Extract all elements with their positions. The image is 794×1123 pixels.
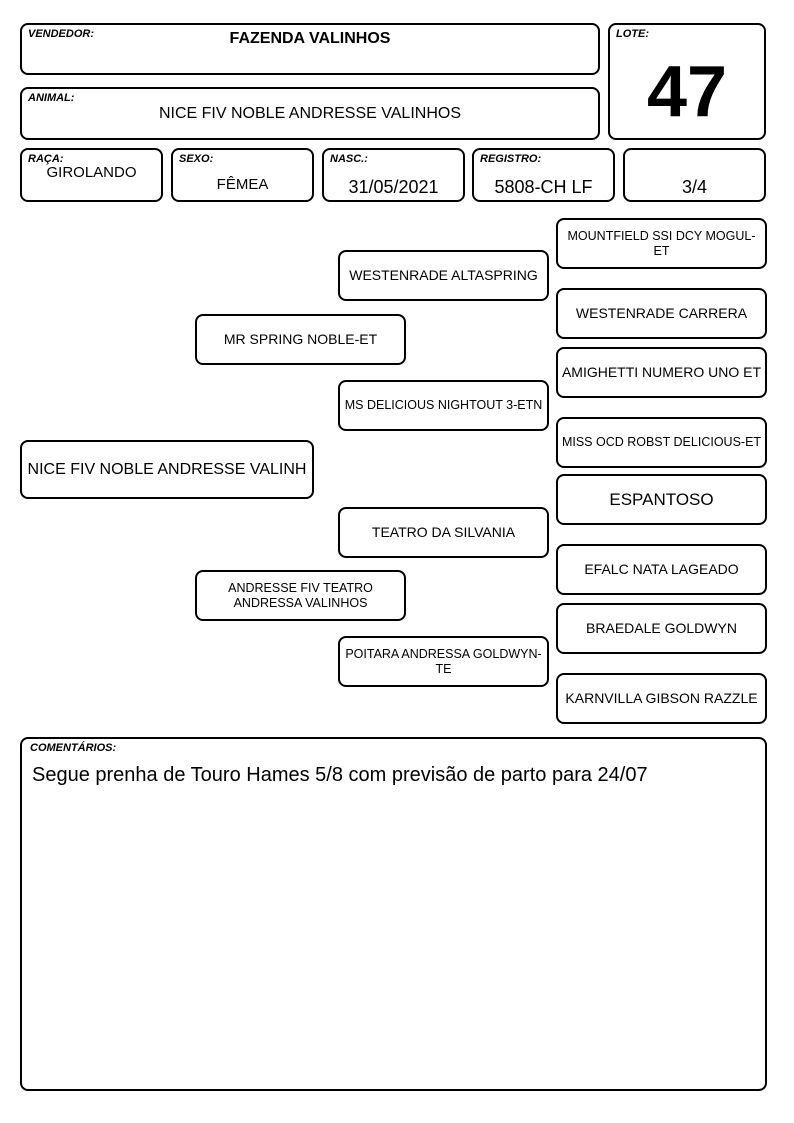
pedigree-ggp-7-name: BRAEDALE GOLDWYN <box>586 620 737 636</box>
nasc-value: 31/05/2021 <box>348 177 439 197</box>
raca-label: RAÇA: <box>28 153 64 165</box>
pedigree-animal <box>20 440 314 499</box>
registro-value: 5808-CH LF <box>494 177 593 197</box>
pedigree-sire-dam-name: MS DELICIOUS NIGHTOUT 3-ETN <box>344 398 543 412</box>
pedigree-ggp-2 <box>556 288 767 339</box>
pedigree-ggp-5-name: ESPANTOSO <box>609 490 714 509</box>
pedigree-dam-name: ANDRESSE FIV TEATRO ANDRESSA VALINHOS <box>228 580 373 610</box>
animal-value: NICE FIV NOBLE ANDRESSE VALINHOS <box>158 105 461 122</box>
pedigree-ggp-6 <box>556 544 767 595</box>
pedigree-ggp-5 <box>556 474 767 525</box>
pedigree-ggp-1 <box>556 218 767 269</box>
pedigree-sire-sire-name: WESTENRADE ALTASPRING <box>349 267 538 283</box>
pedigree-ggp-3-name: AMIGHETTI NUMERO UNO ET <box>561 364 762 380</box>
pedigree-ggp-6-name: EFALC NATA LAGEADO <box>584 561 739 577</box>
pedigree-dam-dam <box>338 636 549 687</box>
pedigree-dam <box>195 570 406 621</box>
vendedor-value: FAZENDA VALINHOS <box>229 30 391 47</box>
raca-value: GIROLANDO <box>46 164 137 181</box>
vendedor-box <box>20 23 600 75</box>
comments-label: COMENTÁRIOS: <box>30 742 117 754</box>
pedigree-ggp-7 <box>556 603 767 654</box>
pedigree-ggp-8-name: KARNVILLA GIBSON RAZZLE <box>565 690 758 706</box>
animal-box <box>20 87 600 140</box>
pedigree-sire-name: MR SPRING NOBLE-ET <box>223 331 378 347</box>
pedigree-sire-sire <box>338 250 549 301</box>
comments-box <box>20 737 767 1091</box>
pedigree-dam-sire-name: TEATRO DA SILVANIA <box>371 524 516 540</box>
pedigree-dam-dam-name: POITARA ANDRESSA GOLDWYN-TE <box>345 646 542 676</box>
lote-label: LOTE: <box>616 28 649 40</box>
animal-label: ANIMAL: <box>28 92 75 104</box>
sexo-label: SEXO: <box>179 153 214 165</box>
sexo-value: FÊMEA <box>216 176 269 193</box>
pedigree-ggp-4 <box>556 417 767 468</box>
pedigree-animal-name: NICE FIV NOBLE ANDRESSE VALINH <box>27 461 307 478</box>
nasc-box <box>322 148 465 202</box>
comments-text: Segue prenha de Touro Hames 5/8 com previsão de parto para 24/07 <box>32 764 648 786</box>
sexo-box <box>171 148 314 202</box>
pedigree-ggp-1-name: MOUNTFIELD SSI DCY MOGUL-ET <box>567 228 756 258</box>
lote-number: 47 <box>646 52 728 132</box>
pedigree-ggp-8 <box>556 673 767 724</box>
vendedor-label: VENDEDOR: <box>28 28 95 40</box>
grau-sangue-value: 3/4 <box>681 177 708 197</box>
grau-sangue-box <box>623 148 766 202</box>
registro-label: REGISTRO: <box>480 153 542 165</box>
pedigree-ggp-2-name: WESTENRADE CARRERA <box>575 305 748 321</box>
pedigree-sire-dam <box>338 380 549 431</box>
registro-box <box>472 148 615 202</box>
pedigree-ggp-4-name: MISS OCD ROBST DELICIOUS-ET <box>561 435 762 449</box>
pedigree-ggp-3 <box>556 347 767 398</box>
pedigree-dam-sire <box>338 507 549 558</box>
raca-box <box>20 148 163 202</box>
nasc-label: NASC.: <box>330 153 368 165</box>
pedigree-sire <box>195 314 406 365</box>
lote-box <box>608 23 766 140</box>
